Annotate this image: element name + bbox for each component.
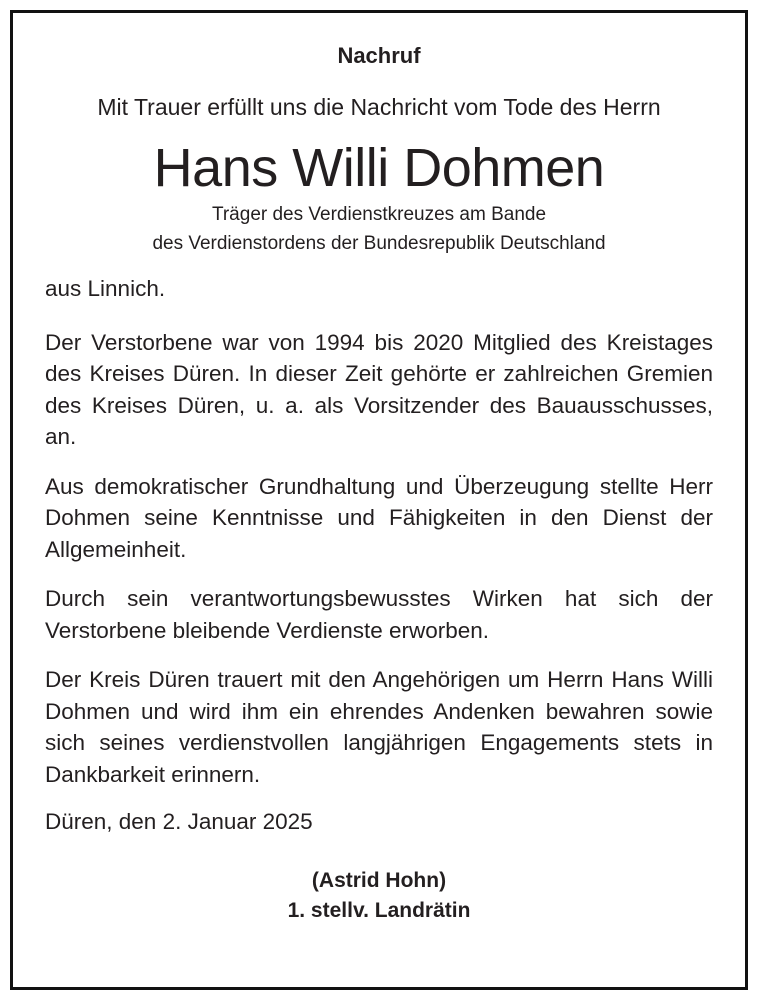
- deceased-name: Hans Willi Dohmen: [153, 138, 605, 198]
- intro-line: Mit Trauer erfüllt uns die Nachricht vom Tode des Herrn: [97, 94, 661, 120]
- notice-heading: Nachruf: [337, 43, 421, 68]
- honor-line-1: Träger des Verdienstkreuzes am Bande: [211, 204, 547, 225]
- place-of-origin: aus Linnich.: [45, 276, 166, 301]
- paragraph-service: Aus demokratischer Grundhaltung und Überzeugung stellte Herr Dohmen seine Kenntnisse und Fähigkeiten in den Dienst der Allgemeinheit.: [45, 473, 713, 562]
- signature-block: [45, 866, 713, 926]
- obituary-frame: [10, 10, 748, 990]
- obituary-content: [45, 41, 713, 926]
- paragraph-mourning: Der Kreis Düren trauert mit den Angehörigen um Herrn Hans Willi Dohmen und wird ihm ein ehrendes Andenken bewahren sowie sich seines verdienstvollen langjährigen Engagements stets in Dankbarkeit erinnern.: [45, 667, 713, 787]
- honor-line-2: des Verdienstordens der Bundesrepublik Deutschland: [152, 233, 606, 254]
- dateline: Düren, den 2. Januar 2025: [45, 809, 313, 834]
- paragraph-career: Der Verstorbene war von 1994 bis 2020 Mitglied des Kreistages des Kreises Düren. In dieser Zeit gehörte er zahlreichen Gremien des Kreises Düren, u. a. als Vorsitzender des Bauausschusses, an.: [45, 329, 713, 449]
- signer-name: (Astrid Hohn): [311, 868, 447, 892]
- paragraph-merits: Durch sein verantwortungsbewusstes Wirken hat sich der Verstorbene bleibende Verdienste erworben.: [45, 586, 713, 643]
- signer-title: 1. stellv. Landrätin: [287, 898, 471, 922]
